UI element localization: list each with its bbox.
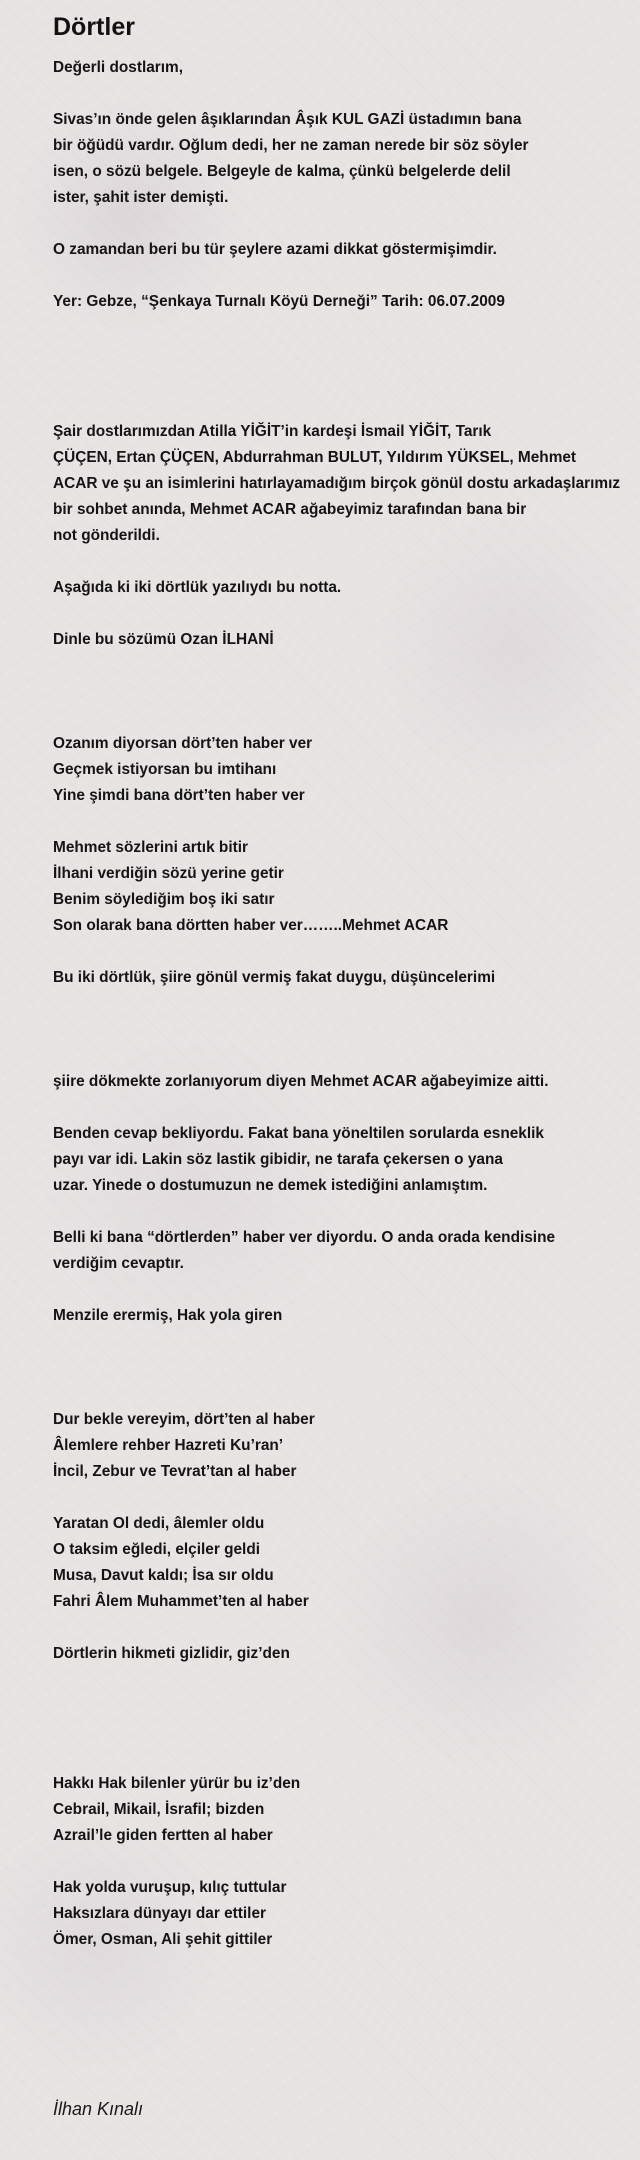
page-title: Dörtler xyxy=(53,13,135,41)
blank-line xyxy=(53,81,640,107)
blank-line xyxy=(53,1381,640,1407)
blank-line xyxy=(53,1095,640,1121)
text-line: Haksızlara dünyayı dar ettiler xyxy=(53,1905,266,1922)
text-line: uzar. Yinede o dostumuzun ne demek istediğini anlamıştım. xyxy=(53,1177,488,1194)
text-line: Sivas’ın önde gelen âşıklarından Âşık KUL GAZİ üstadımın bana xyxy=(53,111,522,128)
blank-line xyxy=(53,1719,640,1745)
text-line: Aşağıda ki iki dörtlük yazılıydı bu notta. xyxy=(53,579,342,596)
text-line: Bu iki dörtlük, şiire gönül vermiş fakat duygu, düşüncelerimi xyxy=(53,969,496,986)
text-line: Menzile erermiş, Hak yola giren xyxy=(53,1307,283,1324)
blank-line xyxy=(53,991,640,1017)
blank-line xyxy=(53,1615,640,1641)
blank-line xyxy=(53,679,640,705)
text-line: Dörtlerin hikmeti gizlidir, giz’den xyxy=(53,1645,290,1662)
text-line: şiire dökmekte zorlanıyorum diyen Mehmet ACAR ağabeyimize aitti. xyxy=(53,1073,549,1090)
text-line: ister, şahit ister demişti. xyxy=(53,189,229,206)
blank-line xyxy=(53,211,640,237)
text-line: Azrail’le giden fertten al haber xyxy=(53,1827,273,1844)
blank-line xyxy=(53,367,640,393)
blank-line xyxy=(53,393,640,419)
blank-line xyxy=(53,341,640,367)
blank-line xyxy=(53,1485,640,1511)
text-line: Değerli dostlarım, xyxy=(53,59,184,76)
blank-line xyxy=(53,1355,640,1381)
text-line: Cebrail, Mikail, İsrafil; bizden xyxy=(53,1801,265,1818)
text-line: İncil, Zebur ve Tevrat’tan al haber xyxy=(53,1463,297,1480)
text-line: Geçmek istiyorsan bu imtihanı xyxy=(53,761,277,778)
text-line: Belli ki bana “dörtlerden” haber ver diyordu. O anda orada kendisine xyxy=(53,1229,556,1246)
text-line: Ozanım diyorsan dört’ten haber ver xyxy=(53,735,313,752)
text-line: ACAR ve şu an isimlerini hatırlayamadığım birçok gönül dostu arkadaşlarımız xyxy=(53,475,621,492)
blank-line xyxy=(53,939,640,965)
text-line: Benim söylediğim boş iki satır xyxy=(53,891,275,908)
text-line: verdiğim cevaptır. xyxy=(53,1255,184,1272)
text-line: Âlemlere rehber Hazreti Ku’ran’ xyxy=(53,1437,284,1454)
text-line: Son olarak bana dörtten haber ver……..Mehmet ACAR xyxy=(53,917,449,934)
text-line: bir sohbet anında, Mehmet ACAR ağabeyimiz tarafından bana bir xyxy=(53,501,527,518)
blank-line xyxy=(53,315,640,341)
author-signature: İlhan Kınalı xyxy=(53,2099,144,2119)
text-line: Hakkı Hak bilenler yürür bu iz’den xyxy=(53,1775,301,1792)
blank-line xyxy=(53,653,640,679)
text-line: Yine şimdi bana dört’ten haber ver xyxy=(53,787,305,804)
blank-line xyxy=(53,1017,640,1043)
text-line: Mehmet sözlerini artık bitir xyxy=(53,839,248,856)
blank-line xyxy=(53,809,640,835)
text-line: Hak yolda vuruşup, kılıç tuttular xyxy=(53,1879,287,1896)
text-line: Ömer, Osman, Ali şehit gittiler xyxy=(53,1931,273,1948)
text-line: Fahri Âlem Muhammet’ten al haber xyxy=(53,1593,309,1610)
text-line: bir öğüdü vardır. Oğlum dedi, her ne zaman nerede bir söz söyler xyxy=(53,137,529,154)
blank-line xyxy=(53,1277,640,1303)
text-line: isen, o sözü belgele. Belgeyle de kalma, çünkü belgelerde delil xyxy=(53,163,511,180)
blank-line xyxy=(53,1329,640,1355)
text-line: O zamandan beri bu tür şeylere azami dikkat göstermişimdir. xyxy=(53,241,497,258)
blank-line xyxy=(53,601,640,627)
text-line: Benden cevap bekliyordu. Fakat bana yöneltilen sorularda esneklik xyxy=(53,1125,544,1142)
text-line: Şair dostlarımızdan Atilla YİĞİT’in kardeşi İsmail YİĞİT, Tarık xyxy=(53,423,492,440)
text-line: ÇÜÇEN, Ertan ÇÜÇEN, Abdurrahman BULUT, Yıldırım YÜKSEL, Mehmet xyxy=(53,449,577,466)
text-line: İlhani verdiğin sözü yerine getir xyxy=(53,865,284,882)
text-line: Yer: Gebze, “Şenkaya Turnalı Köyü Derneği” Tarih: 06.07.2009 xyxy=(53,293,505,310)
blank-line xyxy=(53,705,640,731)
document-body xyxy=(53,55,640,1953)
blank-line xyxy=(53,1667,640,1693)
text-line: not gönderildi. xyxy=(53,527,160,544)
blank-line xyxy=(53,549,640,575)
text-line: O taksim eğledi, elçiler geldi xyxy=(53,1541,260,1558)
blank-line xyxy=(53,1693,640,1719)
text-line: Yaratan Ol dedi, âlemler oldu xyxy=(53,1515,265,1532)
blank-line xyxy=(53,1199,640,1225)
text-line: Musa, Davut kaldı; İsa sır oldu xyxy=(53,1567,274,1584)
text-line: Dur bekle vereyim, dört’ten al haber xyxy=(53,1411,315,1428)
blank-line xyxy=(53,1849,640,1875)
blank-line xyxy=(53,1043,640,1069)
blank-line xyxy=(53,1745,640,1771)
text-line: payı var idi. Lakin söz lastik gibidir, ne tarafa çekersen o yana xyxy=(53,1151,503,1168)
text-line: Dinle bu sözümü Ozan İLHANİ xyxy=(53,631,274,648)
blank-line xyxy=(53,263,640,289)
